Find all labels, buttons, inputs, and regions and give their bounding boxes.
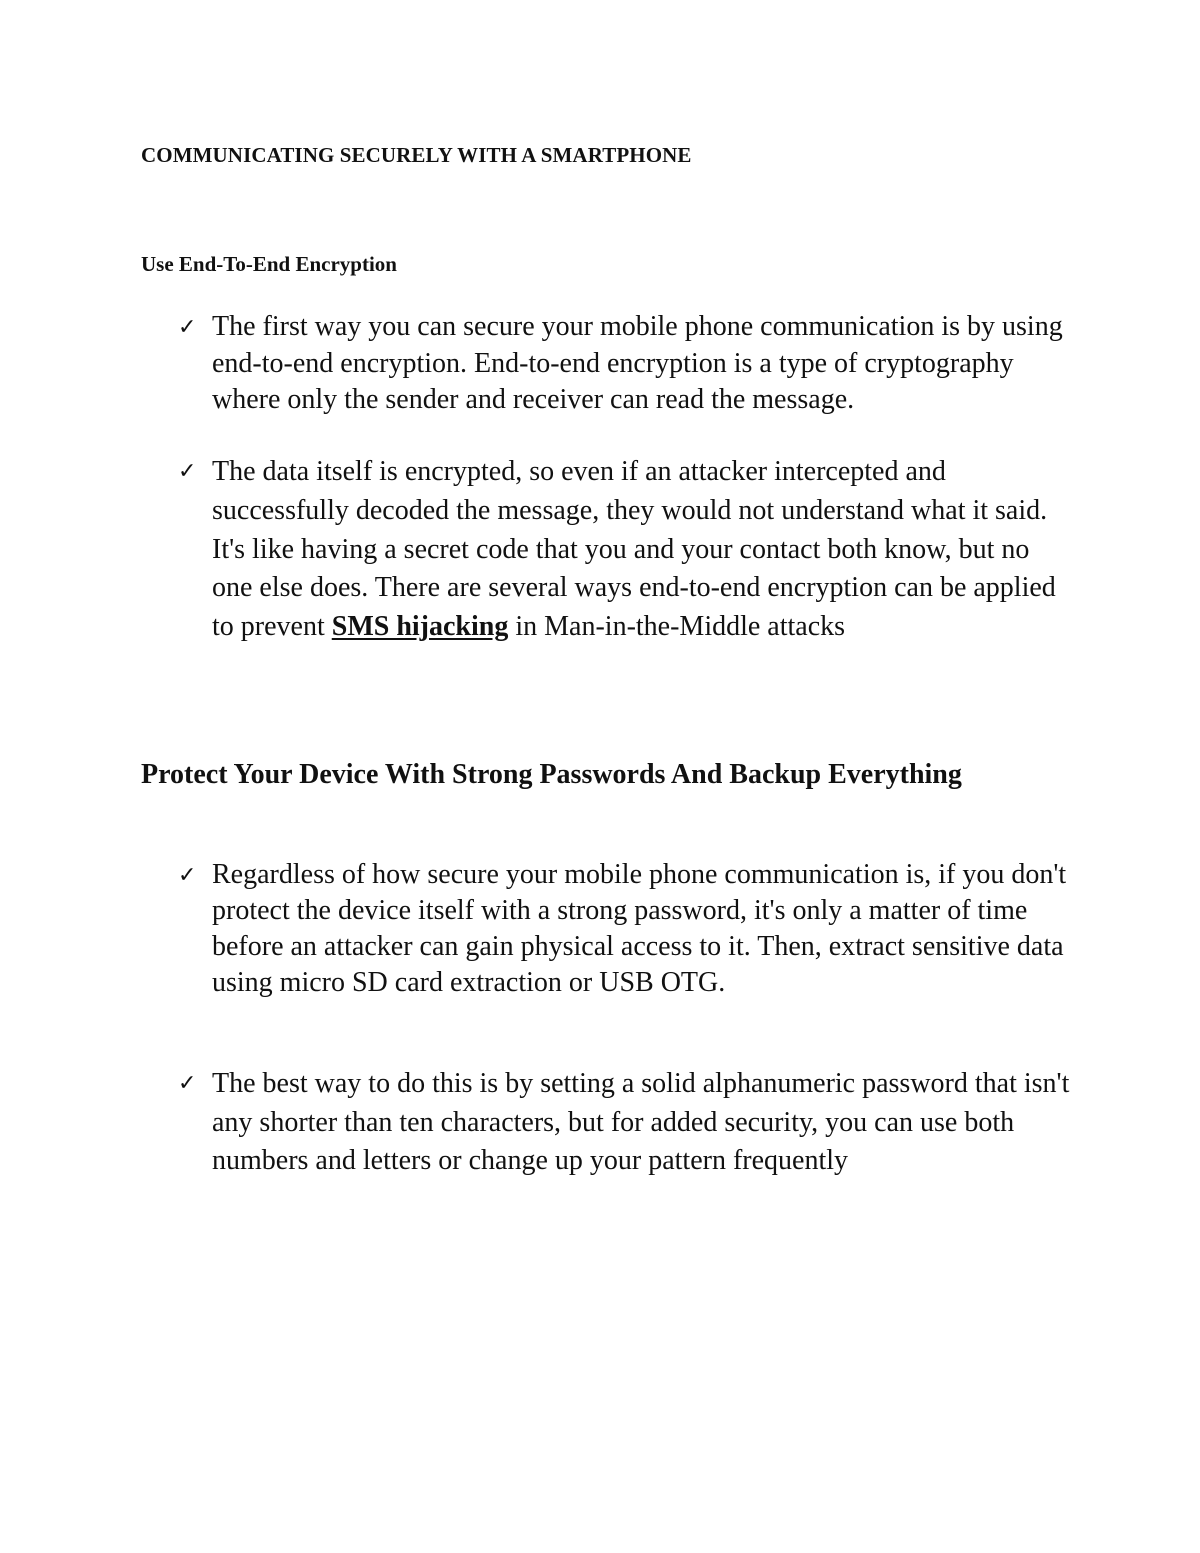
section-heading-passwords: Protect Your Device With Strong Passwords And Backup Everything <box>141 759 962 790</box>
list-item-text-continued: in Man-in-the-Middle attacks <box>508 611 846 643</box>
checkmark-icon: ✓ <box>178 459 197 484</box>
section-heading-encryption: Use End-To-End Encryption <box>141 252 397 276</box>
list-item-text: The best way to do this is by setting a solid alphanumeric password that isn't any shorter than ten characters, but for added security, you can use both numbers and letters or change up your pattern frequently <box>212 1068 1070 1176</box>
list-item-text: Regardless of how secure your mobile phone communication is, if you don't protect the device itself with a strong password, it's only a matter of time before an attacker can gain physical access to it. Then, extract sensitive data using micro SD card extraction or USB OTG. <box>212 859 1067 998</box>
document-title: COMMUNICATING SECURELY WITH A SMARTPHONE <box>141 143 692 167</box>
list-item <box>178 857 1072 1001</box>
checkmark-icon: ✓ <box>178 315 197 340</box>
sms-hijacking-link[interactable]: SMS hijacking <box>331 611 509 643</box>
list-item-text: The data itself is encrypted, so even if an attacker intercepted and successfully decoded the message, they would not understand what it said. It's like having a secret code that you and your contact both know, but no one else does. There are several ways end-to-end encryption can be applied to prevent <box>212 456 1056 643</box>
checkmark-icon: ✓ <box>178 863 197 888</box>
list-item <box>178 1065 1072 1181</box>
list-item <box>178 309 1072 419</box>
list-item <box>178 453 1072 647</box>
list-item-text: The first way you can secure your mobile phone communication is by using end-to-end encryption. End-to-end encryption is a type of cryptography where only the sender and receiver can read the message. <box>212 311 1063 415</box>
checkmark-icon: ✓ <box>178 1071 197 1096</box>
